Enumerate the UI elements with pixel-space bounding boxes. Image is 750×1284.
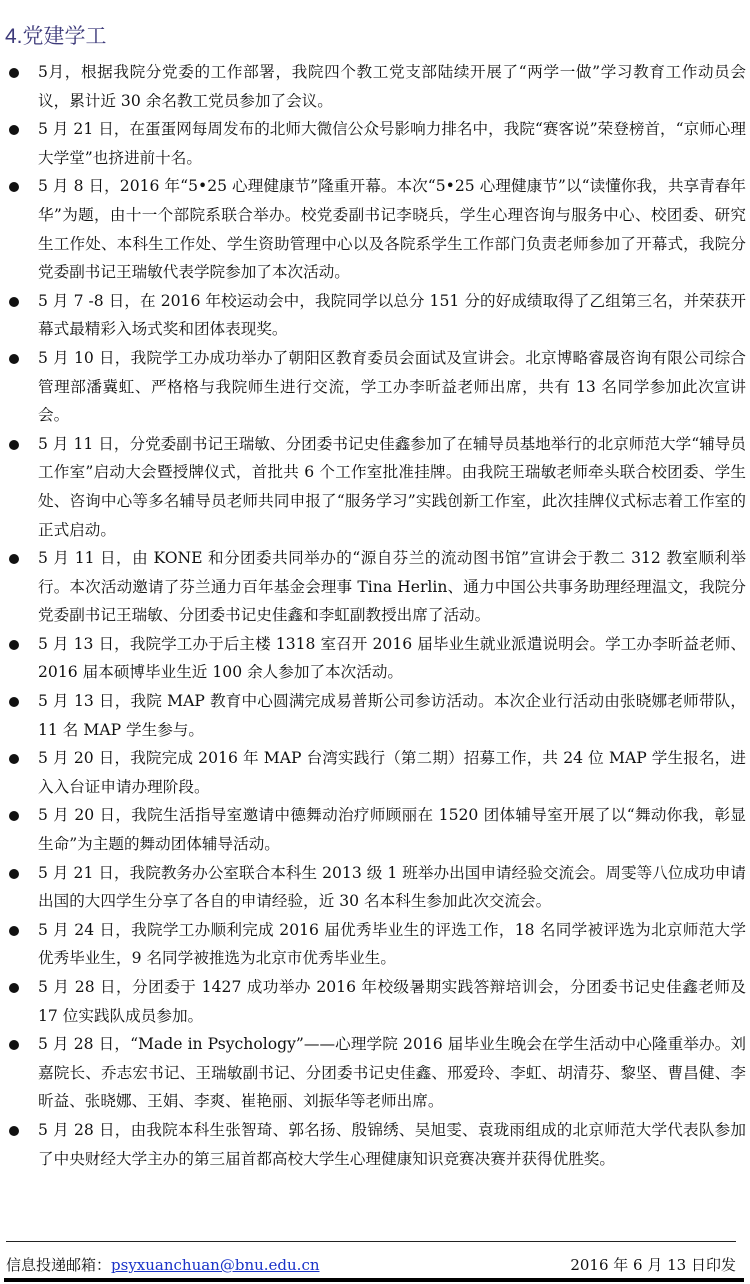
bullet-icon [9, 354, 19, 364]
bullet-icon [9, 440, 19, 450]
bullet-icon [9, 182, 19, 192]
footer-contact [6, 1254, 320, 1275]
list-item [0, 744, 750, 801]
list-item [0, 801, 750, 858]
item-text: 5 月 13 日，我院学工办于后主楼 1318 室召开 2016 届毕业生就业派遣说明会。学工办李昕益老师、2016 届本硕博毕业生近 100 余人参加了本次活动。 [38, 634, 746, 682]
item-text: 5 月 20 日，我院完成 2016 年 MAP 台湾实践行（第二期）招募工作，共 24 位 MAP 学生报名，进入入台证申请办理阶段。 [38, 749, 746, 796]
item-text: 5 月 11 日，分党委副书记王瑞敏、分团委书记史佳鑫参加了在辅导员基地举行的北京师范大学“辅导员工作室”启动大会暨授牌仪式，首批共 6 个工作室批准挂牌。由我院王瑞敏老师牵头联合校团委、学生处、咨询中心等多名辅导员老师共同申报了“服务学习”实践创新工作室，此次挂牌仪式标志着工作室的正式启动。 [38, 434, 746, 539]
bullet-icon [9, 1126, 19, 1136]
bullet-icon [9, 297, 19, 307]
list-item [0, 58, 750, 115]
bullet-icon [9, 926, 19, 936]
item-text: 5 月 28 日，分团委于 1427 成功举办 2016 年校级暑期实践答辩培训会，分团委书记史佳鑫老师及 17 位实践队成员参加。 [38, 978, 746, 1025]
bullet-icon [9, 68, 19, 78]
footer-date: 2016 年 6 月 13 日印发 [570, 1256, 736, 1274]
bullet-icon [9, 640, 19, 650]
bullet-icon [9, 754, 19, 764]
list-item [0, 430, 750, 544]
bullet-icon [9, 125, 19, 135]
footer-divider [6, 1241, 736, 1242]
item-text: 5 月 11 日，由 KONE 和分团委共同举办的“源自芬兰的流动图书馆”宣讲会于教二 312 教室顺利举行。本次活动邀请了芬兰通力百年基金会理事 Tina Herlin、通力中国公共事务助理经理温文，我院分党委副书记王瑞敏、分团委书记史佳鑫和李虹副教授出席了活动。 [38, 549, 746, 625]
list-item [0, 1030, 750, 1116]
bullet-icon [9, 697, 19, 707]
item-text: 5 月 8 日，2016 年“5•25 心理健康节”隆重开幕。本次“5•25 心理健康节”以“读懂你我，共享青春年华”为题，由十一个部院系联合举办。校党委副书记李晓兵，学生心理咨询与服务中心、校团委、研究生工作处、本科生工作处、学生资助管理中心以及各院系学生工作部门负责老师参加了开幕式，我院分党委副书记王瑞敏代表学院参加了本次活动。 [38, 177, 746, 282]
list-item [0, 687, 750, 744]
item-text: 5 月 28 日，由我院本科生张智琦、郭名扬、殷锦绣、吴旭雯、袁珑雨组成的北京师范大学代表队参加了中央财经大学主办的第三届首都高校大学生心理健康知识竞赛决赛并获得优胜奖。 [38, 1120, 746, 1168]
item-text: 5 月 28 日，“Made in Psychology”——心理学院 2016 届毕业生晚会在学生活动中心隆重举办。刘嘉院长、乔志宏书记、王瑞敏副书记、分团委书记史佳鑫、邢爱玲、李虹、胡清芬、黎坚、曹昌健、李昕益、张晓娜、王娟、李爽、崔艳丽、刘振华等老师出席。 [38, 1035, 746, 1111]
list-item [0, 859, 750, 916]
section-heading: 4.党建学工 [5, 25, 107, 48]
item-text: 5 月 21 日，我院教务办公室联合本科生 2013 级 1 班举办出国申请经验交流会。周雯等八位成功申请出国的大四学生分享了各自的申请经验，近 30 名本科生参加此次交流会。 [38, 863, 746, 911]
item-text: 5月，根据我院分党委的工作部署，我院四个教工党支部陆续开展了“两学一做”学习教育工作动员会议，累计近 30 余名教工党员参加了会议。 [38, 63, 746, 110]
bullet-icon [9, 811, 19, 821]
bullet-icon [9, 554, 19, 564]
footer-bar-divider [4, 1278, 744, 1282]
list-item [0, 172, 750, 286]
item-text: 5 月 24 日，我院学工办顺利完成 2016 届优秀毕业生的评选工作，18 名同学被评选为北京师范大学优秀毕业生，9 名同学被推选为北京市优秀毕业生。 [38, 920, 746, 968]
bullet-icon [9, 983, 19, 993]
list-item [0, 973, 750, 1030]
list-item [0, 544, 750, 630]
item-text: 5 月 20 日，我院生活指导室邀请中德舞动治疗师顾丽在 1520 团体辅导室开展了以“舞动你我，彰显生命”为主题的舞动团体辅导活动。 [38, 806, 746, 854]
list-item [0, 344, 750, 430]
item-text: 5 月 13 日，我院 MAP 教育中心圆满完成易普斯公司参访活动。本次企业行活动由张晓娜老师带队，11 名 MAP 学生参与。 [38, 692, 746, 739]
list-item [0, 916, 750, 973]
list-item [0, 287, 750, 344]
list-item [0, 115, 750, 172]
footer-email-label: 信息投递邮箱： [6, 1256, 112, 1274]
item-text: 5 月 21 日，在蛋蛋网每周发布的北师大微信公众号影响力排名中，我院“赛客说”荣登榜首，“京师心理大学堂”也挤进前十名。 [38, 120, 746, 167]
list-item [0, 1116, 750, 1173]
item-text: 5 月 10 日，我院学工办成功举办了朝阳区教育委员会面试及宣讲会。北京博略睿晟咨询有限公司综合管理部潘冀虹、严格格与我院师生进行交流，学工办李昕益老师出席，共有 13 名同学参加此次宣讲会。 [38, 348, 746, 425]
bullet-icon [9, 1040, 19, 1050]
news-list [0, 58, 750, 1173]
list-item [0, 630, 750, 687]
bullet-icon [9, 869, 19, 879]
item-text: 5 月 7 -8 日，在 2016 年校运动会中，我院同学以总分 151 分的好成绩取得了乙组第三名，并荣获开幕式最精彩入场式奖和团体表现奖。 [38, 291, 746, 339]
footer-email-link[interactable]: psyxuanchuan@bnu.edu.cn [111, 1256, 320, 1274]
